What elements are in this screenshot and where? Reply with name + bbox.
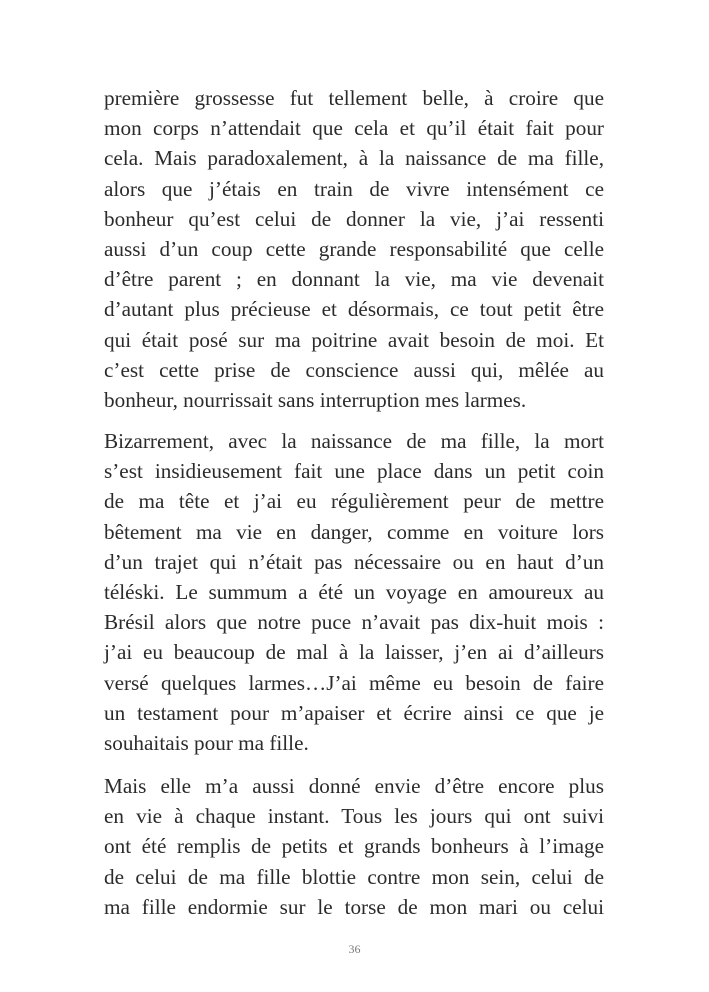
paragraph-1	[104, 83, 604, 415]
text-line: d’un trajet qui n’était pas nécessaire ou en haut d’un	[104, 549, 604, 574]
text-line: ma fille endormie sur le torse de mon mari ou celui	[104, 894, 604, 919]
text-line: d’autant plus précieuse et désormais, ce tout petit être	[104, 297, 604, 322]
text-line: alors que j’étais en train de vivre intensément ce	[104, 176, 604, 201]
text-line: j’ai eu beaucoup de mal à la laisser, j’en ai d’ailleurs	[104, 640, 604, 665]
text-line: de celui de ma fille blottie contre mon sein, celui de	[104, 864, 604, 889]
text-line: Mais elle m’a aussi donné envie d’être encore plus	[104, 774, 604, 798]
text-line: souhaitais pour ma fille.	[104, 730, 309, 755]
paragraph-3	[104, 771, 604, 922]
text-line: cela. Mais paradoxalement, à la naissance de ma fille,	[104, 146, 604, 171]
text-line: téléski. Le summum a été un voyage en amoureux au	[104, 579, 604, 604]
paragraph-2	[104, 426, 604, 758]
text-line: bonheur qu’est celui de donner la vie, j’ai ressenti	[104, 206, 604, 231]
text-line: première grossesse fut tellement belle, à croire que	[104, 86, 604, 110]
text-line: Bizarrement, avec la naissance de ma fille, la mort	[104, 429, 604, 453]
text-line: versé quelques larmes…J’ai même eu besoin de faire	[104, 670, 604, 695]
text-line: un testament pour m’apaiser et écrire ainsi ce que je	[104, 700, 604, 725]
text-line: bêtement ma vie en danger, comme en voiture lors	[104, 519, 604, 544]
text-line: de ma tête et j’ai eu régulièrement peur de mettre	[104, 489, 604, 514]
text-line: en vie à chaque instant. Tous les jours qui ont suivi	[104, 804, 604, 829]
text-line: bonheur, nourrissait sans interruption mes larmes.	[104, 387, 527, 412]
text-line: qui était posé sur ma poitrine avait besoin de moi. Et	[104, 327, 604, 352]
text-line: mon corps n’attendait que cela et qu’il était fait pour	[104, 116, 604, 141]
text-line: c’est cette prise de conscience aussi qui, mêlée au	[104, 357, 604, 382]
text-line: ont été remplis de petits et grands bonheurs à l’image	[104, 834, 604, 859]
text-line: s’est insidieusement fait une place dans un petit coin	[104, 459, 604, 484]
text-line: Brésil alors que notre puce n’avait pas dix-huit mois :	[104, 610, 604, 635]
text-line: d’être parent ; en donnant la vie, ma vie devenait	[104, 267, 604, 292]
page-number: 36	[348, 942, 361, 956]
text-line: aussi d’un coup cette grande responsabilité que celle	[104, 236, 604, 261]
